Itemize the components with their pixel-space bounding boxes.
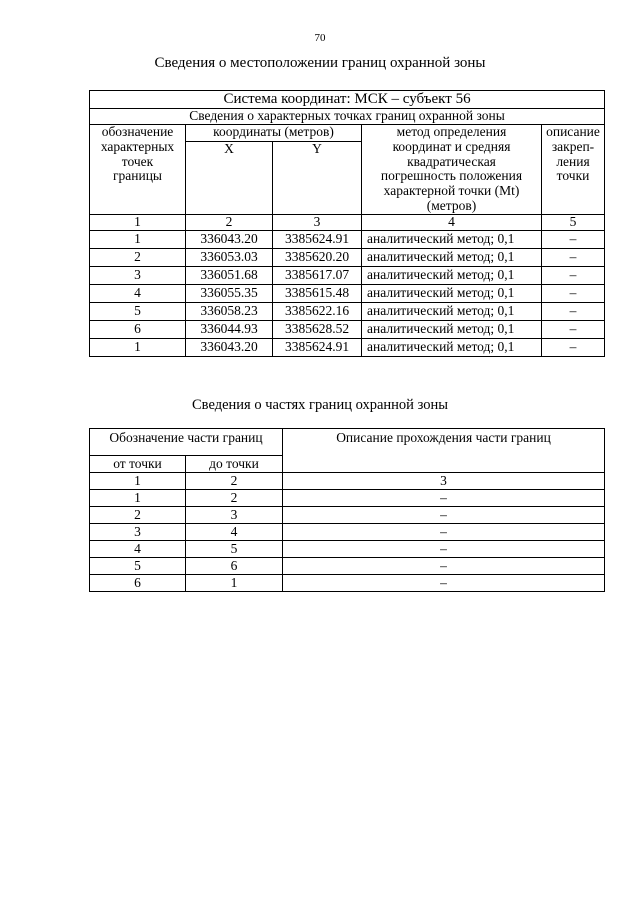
table-row: 6 1 – — [90, 575, 605, 592]
table-row: 3 336051.68 3385617.07 аналитический метод; 0,1 – — [90, 266, 605, 284]
boundary-points-table — [89, 90, 605, 357]
page-number: 70 — [314, 32, 326, 44]
column-number-row: 1 2 3 4 5 — [90, 214, 605, 230]
points-subtitle-cell: Сведения о характерных точках границ охранной зоны — [90, 109, 605, 125]
header-from-point: от точки — [90, 456, 186, 473]
header-x: X — [186, 142, 273, 215]
table-row: 2 336053.03 3385620.20 аналитический метод; 0,1 – — [90, 248, 605, 266]
section-title-boundary-location: Сведения о местоположении границ охранной зоны — [154, 55, 486, 71]
table-row: 2 3 – — [90, 507, 605, 524]
header-method: метод определения координат и средняя квадратическая погрешность положения характерной точки (Mt) (метров) — [362, 124, 542, 214]
header-coordinates: координаты (метров) — [186, 124, 362, 141]
table-row: 5 336058.23 3385622.16 аналитический метод; 0,1 – — [90, 302, 605, 320]
column-number-row: 1 2 3 — [90, 473, 605, 490]
table-row: 6 336044.93 3385628.52 аналитический метод; 0,1 – — [90, 320, 605, 338]
header-to-point: до точки — [186, 456, 283, 473]
table-row: 1 336043.20 3385624.91 аналитический метод; 0,1 – — [90, 338, 605, 356]
header-part-designation: Обозначение части границ — [90, 429, 283, 456]
table-row: 4 336055.35 3385615.48 аналитический метод; 0,1 – — [90, 284, 605, 302]
header-point-description: описание закреп- ления точки — [542, 124, 605, 214]
table-row: 1 2 – — [90, 490, 605, 507]
section-title-boundary-parts: Сведения о частях границ охранной зоны — [192, 397, 448, 413]
header-point-designation: обозначение характерных точек границы — [90, 124, 186, 214]
header-part-description: Описание прохождения части границ — [283, 429, 605, 473]
table-row: 1 336043.20 3385624.91 аналитический метод; 0,1 – — [90, 230, 605, 248]
table-row: 3 4 – — [90, 524, 605, 541]
table-row: 4 5 – — [90, 541, 605, 558]
table-row: 5 6 – — [90, 558, 605, 575]
header-y: Y — [273, 142, 362, 215]
coordinate-system-cell: Система координат: МСК – субъект 56 — [90, 91, 605, 109]
boundary-parts-table — [89, 428, 605, 592]
